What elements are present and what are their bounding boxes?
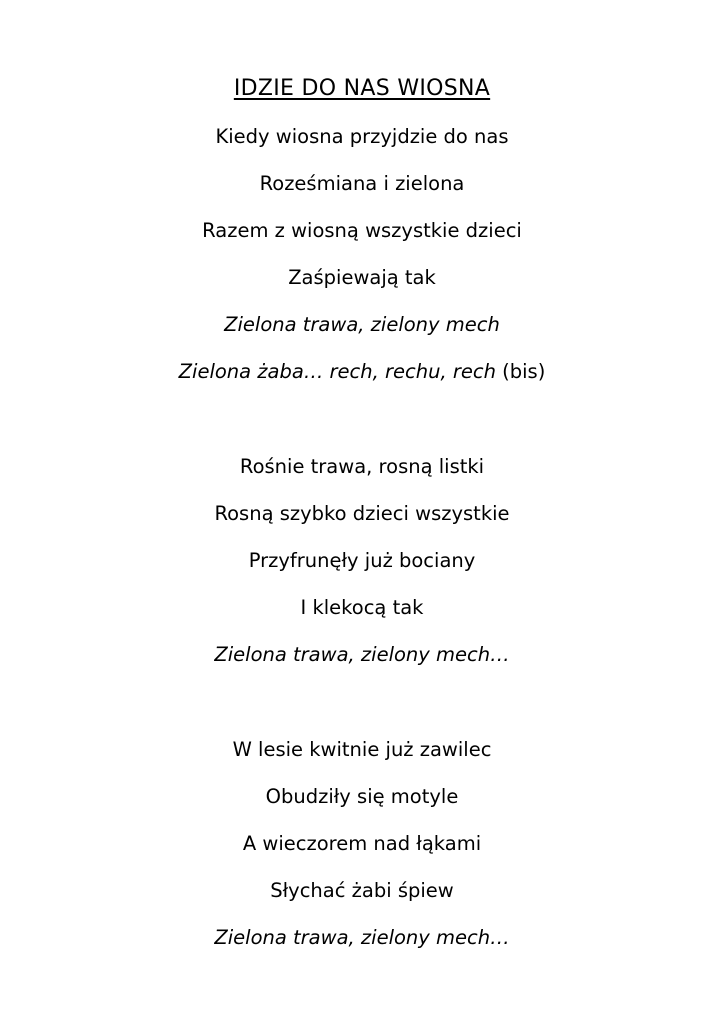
verse-line: Zaśpiewają tak [288, 266, 436, 289]
chorus-text: Zielona żaba… rech, rechu, rech [178, 360, 496, 383]
repeat-mark: (bis) [495, 360, 546, 383]
chorus-text: Zielona trawa, zielony mech… [214, 926, 510, 949]
verse-line: Słychać żabi śpiew [270, 879, 454, 902]
chorus-line [0, 358, 724, 386]
verse-line: A wieczorem nad łąkami [242, 832, 482, 855]
chorus-line [0, 641, 724, 669]
verse-line: Kiedy wiosna przyjdzie do nas [215, 125, 509, 148]
verse-line: W lesie kwitnie już zawilec [232, 738, 492, 761]
verse-line: Przyfrunęły już bociany [248, 549, 476, 572]
song-title: IDZIE DO NAS WIOSNA [233, 76, 491, 101]
chorus-line [0, 311, 724, 339]
chorus-line [0, 924, 724, 952]
verse-line: Razem z wiosną wszystkie dzieci [202, 219, 522, 242]
verse-line: Rośnie trawa, rosną listki [239, 455, 485, 478]
verse-line: Rosną szybko dzieci wszystkie [214, 502, 510, 525]
chorus-text: Zielona trawa, zielony mech [224, 313, 500, 336]
verse-line: I klekocą tak [300, 596, 424, 619]
chorus-text: Zielona trawa, zielony mech… [214, 643, 510, 666]
verse-line: Obudziły się motyle [265, 785, 459, 808]
verse-line: Roześmiana i zielona [259, 172, 465, 195]
